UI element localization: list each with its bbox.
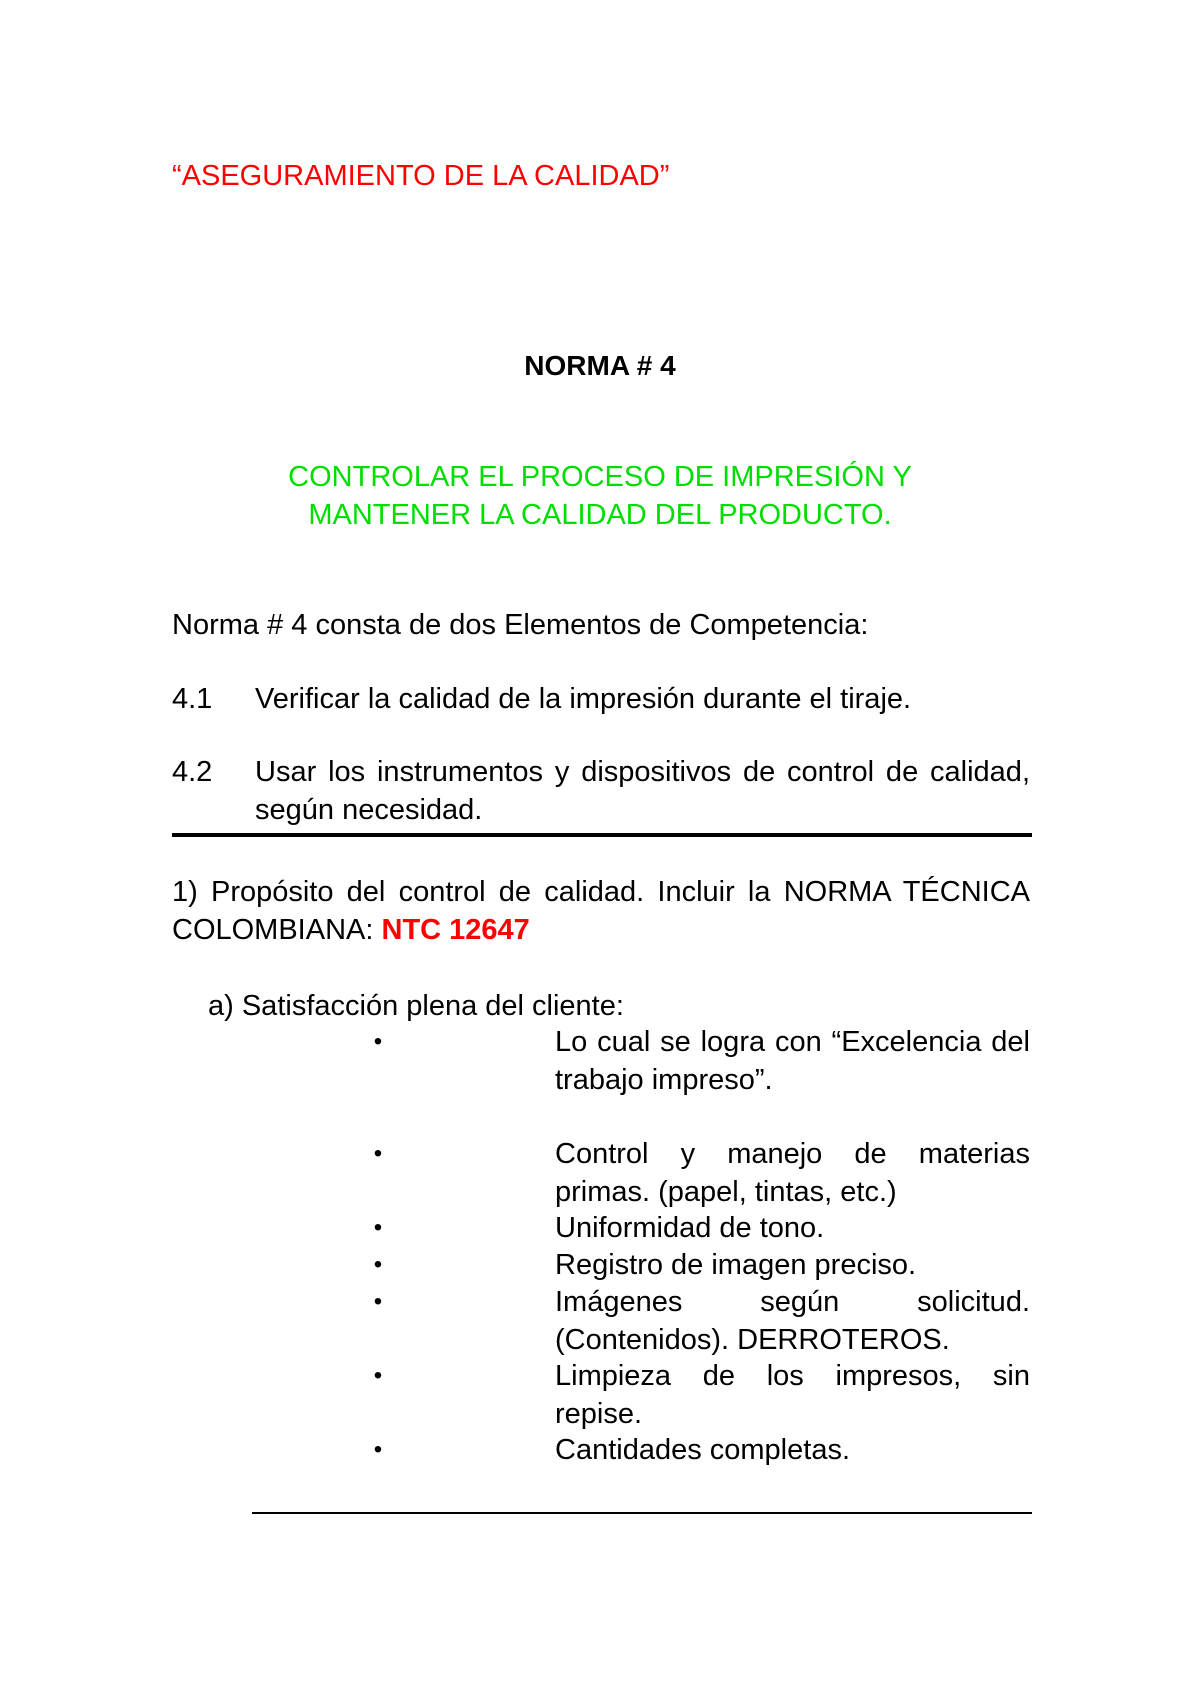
bullet-item-6: Limpieza de los impresos, sin repise. — [555, 1360, 1030, 1430]
sub-item-a: a) Satisfacción plena del cliente: — [208, 990, 624, 1022]
bullet-item-1: Lo cual se logra con “Excelencia del trabajo impreso”. — [555, 1026, 1030, 1096]
purpose-paragraph — [172, 873, 1030, 949]
bullet-marker: • — [373, 1251, 383, 1278]
element-number-1: 4.1 — [172, 683, 213, 715]
bullet-marker: • — [373, 1140, 383, 1167]
ntc-reference: NTC 12647 — [381, 914, 530, 946]
bullet-marker: • — [373, 1028, 383, 1055]
norma-subtitle — [200, 458, 1000, 534]
bullet-item-4: Registro de imagen preciso. — [555, 1249, 917, 1281]
bullet-marker: • — [373, 1362, 383, 1389]
bullet-marker: • — [373, 1436, 383, 1463]
intro-paragraph: Norma # 4 consta de dos Elementos de Competencia: — [172, 609, 869, 641]
bullet-marker: • — [373, 1214, 383, 1241]
section-divider — [172, 833, 1032, 837]
element-text-2: Usar los instrumentos y dispositivos de control de calidad, según necesidad. — [255, 756, 1030, 826]
purpose-text: 1) Propósito del control de calidad. Incluir la NORMA TÉCNICA COLOMBIANA: — [172, 876, 1030, 946]
document-title: “ASEGURAMIENTO DE LA CALIDAD” — [172, 160, 670, 192]
bullet-item-3: Uniformidad de tono. — [555, 1212, 825, 1244]
element-number-2: 4.2 — [172, 756, 213, 788]
bullet-item-7: Cantidades completas. — [555, 1434, 850, 1466]
bullet-marker: • — [373, 1288, 383, 1315]
element-text-1: Verificar la calidad de la impresión durante el tiraje. — [255, 683, 912, 715]
norma-heading: NORMA # 4 — [524, 350, 676, 381]
bottom-divider — [252, 1512, 1032, 1514]
bullet-item-2: Control y manejo de materias primas. (papel, tintas, etc.) — [555, 1138, 1030, 1208]
norma-subtitle-line-2: MANTENER LA CALIDAD DEL PRODUCTO. — [308, 499, 892, 531]
bullet-item-5: Imágenes según solicitud. (Contenidos). DERROTEROS. — [555, 1286, 1030, 1356]
norma-subtitle-line-1: CONTROLAR EL PROCESO DE IMPRESIÓN Y — [288, 461, 912, 493]
